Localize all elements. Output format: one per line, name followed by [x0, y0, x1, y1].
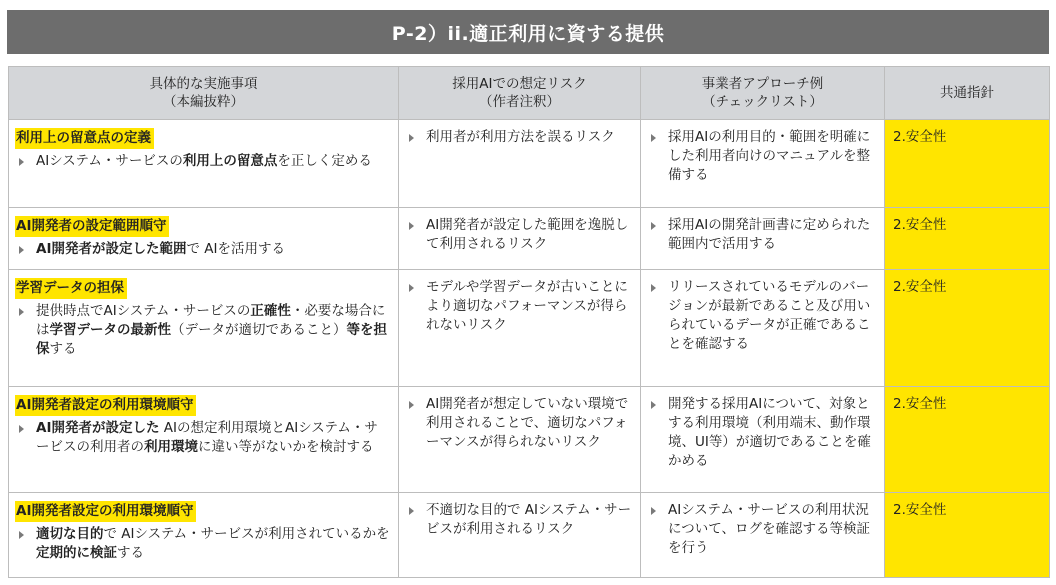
header-approach-sublabel: （チェックリスト） — [702, 94, 823, 110]
approach-cell-text: 開発する採用AIについて、対象とする利用環境（利用端末、動作環境、UI等）が適切であることを確かめる — [668, 396, 871, 469]
risk-cell — [399, 120, 641, 208]
implementation-cell — [9, 387, 399, 493]
bullet-triangle-icon — [19, 246, 24, 254]
header-approach-label: 事業者アプローチ例 — [701, 76, 824, 92]
emphasis-text: 利用上の留意点 — [182, 153, 278, 169]
guideline-label: 2.安全性 — [893, 396, 947, 412]
bullet-triangle-icon — [651, 284, 656, 292]
risk-cell-text: 不適切な目的で AIシステム・サービスが利用されるリスク — [426, 502, 632, 537]
bullet-triangle-icon — [409, 507, 414, 515]
description-text: ・必要な場合には — [36, 303, 386, 338]
header-risk-sublabel: （作者注釈） — [479, 94, 560, 110]
emphasis-text: AI開発者が設定した — [36, 420, 160, 436]
approach-cell — [641, 493, 885, 578]
description-text: で AIシステム・サービスが利用されているかを — [103, 526, 390, 542]
list-item — [17, 525, 390, 563]
risk-cell-text: AI開発者が設定した範囲を逸脱して利用されるリスク — [426, 217, 629, 252]
guideline-cell — [885, 270, 1050, 387]
header-guideline — [885, 67, 1050, 120]
description-text: 提供時点でAIシステム・サービスの — [36, 303, 251, 319]
description-text: AIシステム・サービスの — [36, 153, 183, 169]
implementation-cell — [9, 120, 399, 208]
guideline-label: 2.安全性 — [893, 502, 947, 518]
description-text: AIの想定利用環境とAIシステム・サービスの利用者の — [36, 420, 378, 455]
implementation-cell — [9, 208, 399, 270]
risk-cell — [399, 493, 641, 578]
item-heading: AI開発者設定の利用環境順守 — [15, 501, 196, 522]
bullet-triangle-icon — [409, 401, 414, 409]
approach-cell-text: 採用AIの開発計画書に定められた範囲内で活用する — [668, 217, 871, 252]
approach-cell — [641, 120, 885, 208]
list-item — [407, 501, 632, 539]
bullet-triangle-icon — [19, 425, 24, 433]
implementation-cell — [9, 270, 399, 387]
description-text: に違い等がないかを検討する — [198, 439, 374, 455]
table-row — [9, 387, 1050, 493]
approach-cell-text: AIシステム・サービスの利用状況について、ログを確認する等検証を行う — [668, 502, 870, 556]
list-item — [407, 278, 632, 335]
header-risk — [399, 67, 641, 120]
header-risk-label: 採用AIでの想定リスク — [452, 76, 587, 92]
risk-cell — [399, 387, 641, 493]
risk-cell-text: 利用者が利用方法を誤るリスク — [426, 129, 615, 145]
emphasis-text: AI開発者が設定した範囲 — [36, 241, 187, 257]
item-description — [36, 525, 390, 563]
guideline-cell — [885, 120, 1050, 208]
emphasis-text: 定期的に検証 — [36, 545, 117, 561]
table-row — [9, 120, 1050, 208]
guideline-label: 2.安全性 — [893, 129, 947, 145]
list-item — [649, 128, 876, 185]
header-implementation-sublabel: （本編抜粋） — [163, 94, 244, 110]
guideline-label: 2.安全性 — [893, 279, 947, 295]
table-row — [9, 270, 1050, 387]
list-item — [407, 128, 632, 147]
measures-table — [8, 66, 1050, 578]
list-item — [649, 501, 876, 558]
bullet-triangle-icon — [19, 308, 24, 316]
list-item — [649, 278, 876, 354]
approach-cell-text: リリースされているモデルのバージョンが最新であること及び用いられているデータが正確であることを確認する — [668, 279, 871, 352]
guideline-cell — [885, 387, 1050, 493]
item-description — [36, 152, 390, 171]
guideline-label: 2.安全性 — [893, 217, 947, 233]
bullet-triangle-icon — [651, 401, 656, 409]
item-description — [36, 419, 390, 457]
item-heading: AI開発者設定の利用環境順守 — [15, 395, 196, 416]
header-guideline-label: 共通指針 — [940, 85, 994, 101]
bullet-triangle-icon — [409, 134, 414, 142]
emphasis-text: 学習データの最新性 — [49, 322, 171, 338]
description-text: で AIを活用する — [186, 241, 285, 257]
emphasis-text: 適切な目的 — [36, 526, 104, 542]
guideline-cell — [885, 493, 1050, 578]
table-row — [9, 493, 1050, 578]
table-header-row — [9, 67, 1050, 120]
approach-cell — [641, 387, 885, 493]
risk-cell — [399, 208, 641, 270]
approach-cell — [641, 208, 885, 270]
risk-cell-text: AI開発者が想定していない環境で利用されることで、適切なパフォーマンスが得られないリスク — [426, 396, 629, 450]
list-item — [407, 395, 632, 452]
list-item — [649, 395, 876, 471]
bullet-triangle-icon — [409, 222, 414, 230]
description-text: （データが適切であること） — [171, 322, 347, 338]
item-heading: 学習データの担保 — [15, 278, 127, 299]
approach-cell — [641, 270, 885, 387]
page-title: P-2）ii.適正利用に資する提供 — [7, 10, 1049, 54]
bullet-triangle-icon — [651, 222, 656, 230]
implementation-cell — [9, 493, 399, 578]
emphasis-text: 正確性 — [250, 303, 291, 319]
bullet-triangle-icon — [651, 134, 656, 142]
description-text: を正しく定める — [277, 153, 372, 169]
list-item — [17, 240, 390, 259]
risk-cell — [399, 270, 641, 387]
bullet-triangle-icon — [409, 284, 414, 292]
header-implementation-label: 具体的な実施事項 — [149, 76, 258, 92]
list-item — [649, 216, 876, 254]
table-row — [9, 208, 1050, 270]
emphasis-text: 利用環境 — [144, 439, 198, 455]
list-item — [17, 302, 390, 359]
bullet-triangle-icon — [651, 507, 656, 515]
description-text: する — [49, 341, 77, 357]
emphasis-text: 等を担保 — [36, 322, 387, 357]
item-heading: AI開発者の設定範囲順守 — [15, 216, 169, 237]
header-approach — [641, 67, 885, 120]
approach-cell-text: 採用AIの利用目的・範囲を明確にした利用者向けのマニュアルを整備する — [668, 129, 871, 183]
risk-cell-text: モデルや学習データが古いことにより適切なパフォーマンスが得られないリスク — [426, 279, 628, 333]
bullet-triangle-icon — [19, 158, 24, 166]
description-text: する — [117, 545, 144, 561]
bullet-triangle-icon — [19, 531, 24, 539]
item-heading: 利用上の留意点の定義 — [15, 128, 154, 149]
list-item — [17, 152, 390, 171]
header-implementation — [9, 67, 399, 120]
item-description — [36, 302, 390, 359]
list-item — [407, 216, 632, 254]
list-item — [17, 419, 390, 457]
guideline-cell — [885, 208, 1050, 270]
item-description — [36, 240, 390, 259]
